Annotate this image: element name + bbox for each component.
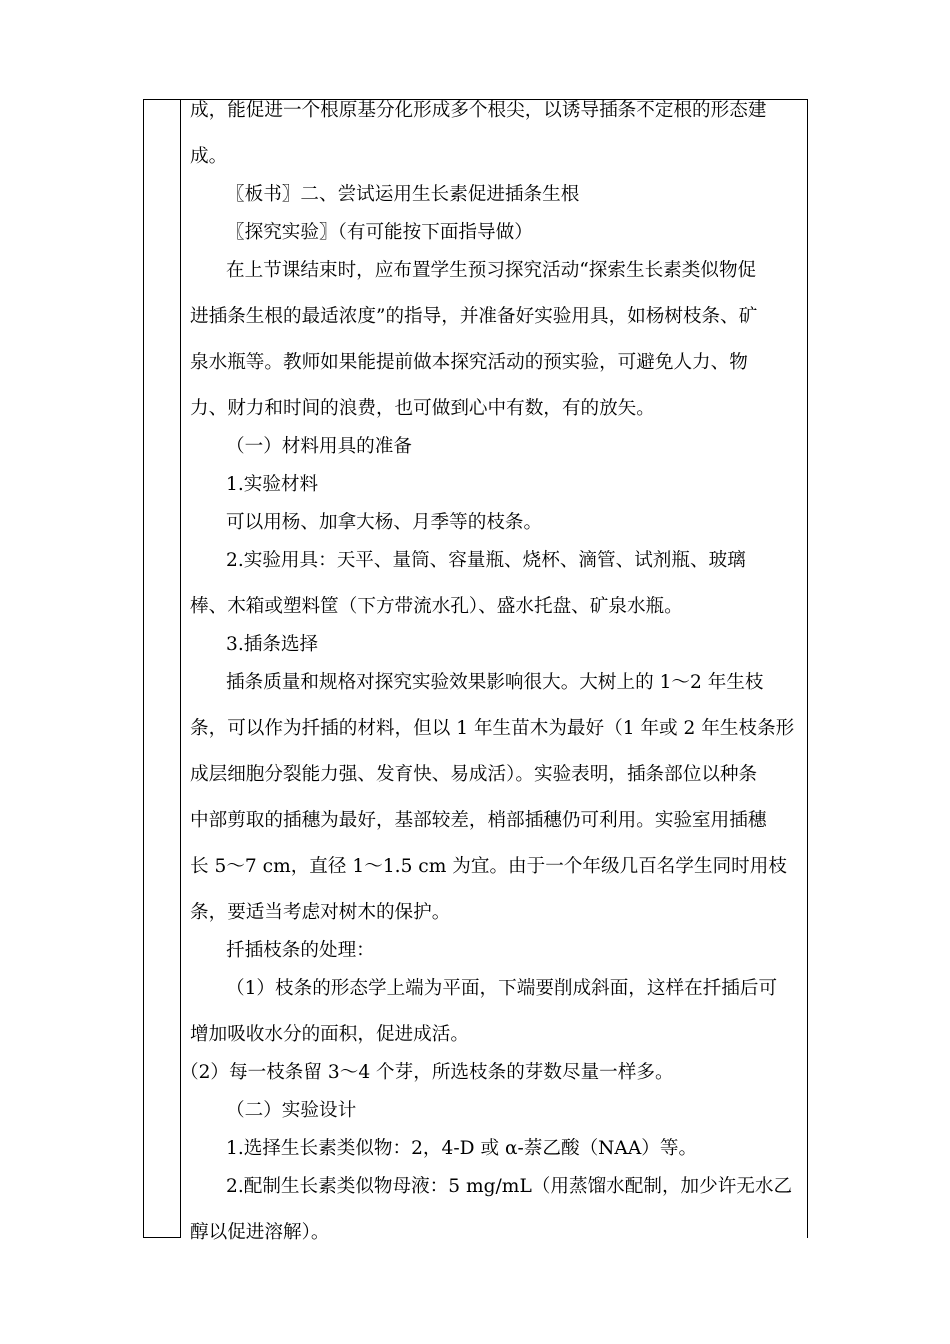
table-left-border: [143, 99, 144, 1238]
text-line: 醇以促进溶解）。: [190, 1222, 330, 1243]
text-line: 中部剪取的插穗为最好，基部较差，梢部插穗仍可利用。实验室用插穗: [190, 810, 767, 831]
text-line: 棒、木箱或塑料筐（下方带流水孔）、盛水托盘、矿泉水瓶。: [190, 596, 683, 617]
subsection-heading: 3.插条选择: [226, 634, 319, 655]
experiment-heading: 〖探究实验〗（有可能按下面指导做）: [226, 222, 533, 243]
text-line: 1.选择生长素类似物：2，4-D 或 α-萘乙酸（NAA）等。: [226, 1138, 698, 1159]
text-line: 2.实验用具：天平、量筒、容量瓶、烧杯、滴管、试剂瓶、玻璃: [226, 550, 746, 571]
table-right-border: [807, 99, 808, 1238]
text-line: 泉水瓶等。教师如果能提前做本探究活动的预实验，可避免人力、物: [190, 352, 748, 373]
table-bottom-border-left-cell: [143, 1237, 181, 1238]
board-heading: 〖板书〗二、尝试运用生长素促进插条生根: [226, 184, 580, 205]
subsection-heading: 1.实验材料: [226, 474, 319, 495]
text-line: （1）枝条的形态学上端为平面，下端要削成斜面，这样在扦插后可: [226, 978, 778, 999]
text-line: 条，可以作为扦插的材料，但以 1 年生苗木为最好（1 年或 2 年生枝条形: [190, 718, 795, 739]
text-line: 力、财力和时间的浪费，也可做到心中有数，有的放矢。: [190, 398, 655, 419]
text-line: 增加吸收水分的面积，促进成活。: [190, 1024, 469, 1045]
text-line: 成。: [190, 146, 228, 167]
text-line: 可以用杨、加拿大杨、月季等的枝条。: [226, 512, 543, 533]
text-line: 成，能促进一个根原基分化形成多个根尖，以诱导插条不定根的形态建: [190, 100, 767, 121]
text-line: 扦插枝条的处理：: [226, 940, 375, 961]
text-line: 在上节课结束时，应布置学生预习探究活动“探索生长素类似物促: [226, 260, 757, 281]
text-line: （2）每一枝条留 3～4 个芽，所选枝条的芽数尽量一样多。: [180, 1062, 674, 1083]
text-line: 成层细胞分裂能力强、发育快、易成活）。实验表明，插条部位以种条: [190, 764, 758, 785]
text-line: 插条质量和规格对探究实验效果影响很大。大树上的 1～2 年生枝: [226, 672, 764, 693]
section-heading: （一）材料用具的准备: [226, 436, 412, 457]
text-line: 条，要适当考虑对树木的保护。: [190, 902, 451, 923]
text-line: 长 5～7 cm，直径 1～1.5 cm 为宜。由于一个年级几百名学生同时用枝: [190, 856, 787, 877]
section-heading: （二）实验设计: [226, 1100, 357, 1121]
text-line: 2.配制生长素类似物母液：5 mg/mL（用蒸馏水配制，加少许无水乙: [226, 1176, 793, 1197]
text-line: 进插条生根的最适浓度”的指导，并准备好实验用具，如杨树枝条、矿: [190, 306, 758, 327]
